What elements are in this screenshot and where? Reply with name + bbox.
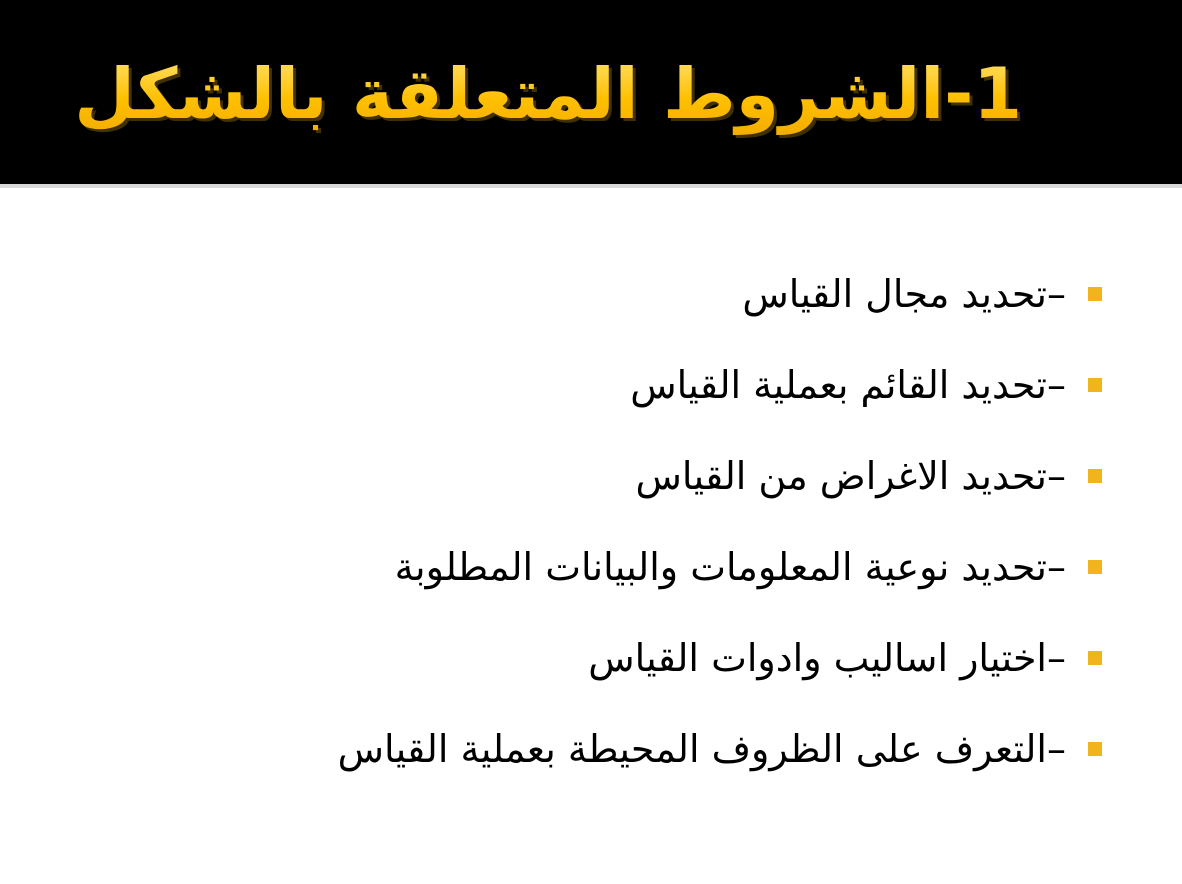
bullet-text: –تحديد القائم بعملية القياس [630, 362, 1066, 407]
bullet-text: –اختيار اساليب وادوات القياس [588, 635, 1066, 680]
square-bullet-icon [1088, 378, 1102, 392]
bullet-text: –تحديد الاغراض من القياس [635, 453, 1066, 498]
list-item [338, 612, 1102, 703]
title-bar [0, 0, 1182, 184]
list-item [338, 521, 1102, 612]
list-item [338, 703, 1102, 794]
list-item [338, 339, 1102, 430]
slide-title: 1-الشروط المتعلقة بالشكل [74, 44, 1022, 144]
bullet-text: –تحديد نوعية المعلومات والبيانات المطلوبة [394, 544, 1066, 589]
square-bullet-icon [1088, 287, 1102, 301]
list-item [338, 430, 1102, 521]
square-bullet-icon [1088, 469, 1102, 483]
bullet-text: –تحديد مجال القياس [742, 271, 1066, 316]
title-divider [0, 184, 1182, 188]
bullet-text: –التعرف على الظروف المحيطة بعملية القياس [337, 726, 1066, 771]
square-bullet-icon [1088, 560, 1102, 574]
bullet-list [338, 248, 1102, 794]
square-bullet-icon [1088, 651, 1102, 665]
square-bullet-icon [1088, 742, 1102, 756]
list-item [338, 248, 1102, 339]
